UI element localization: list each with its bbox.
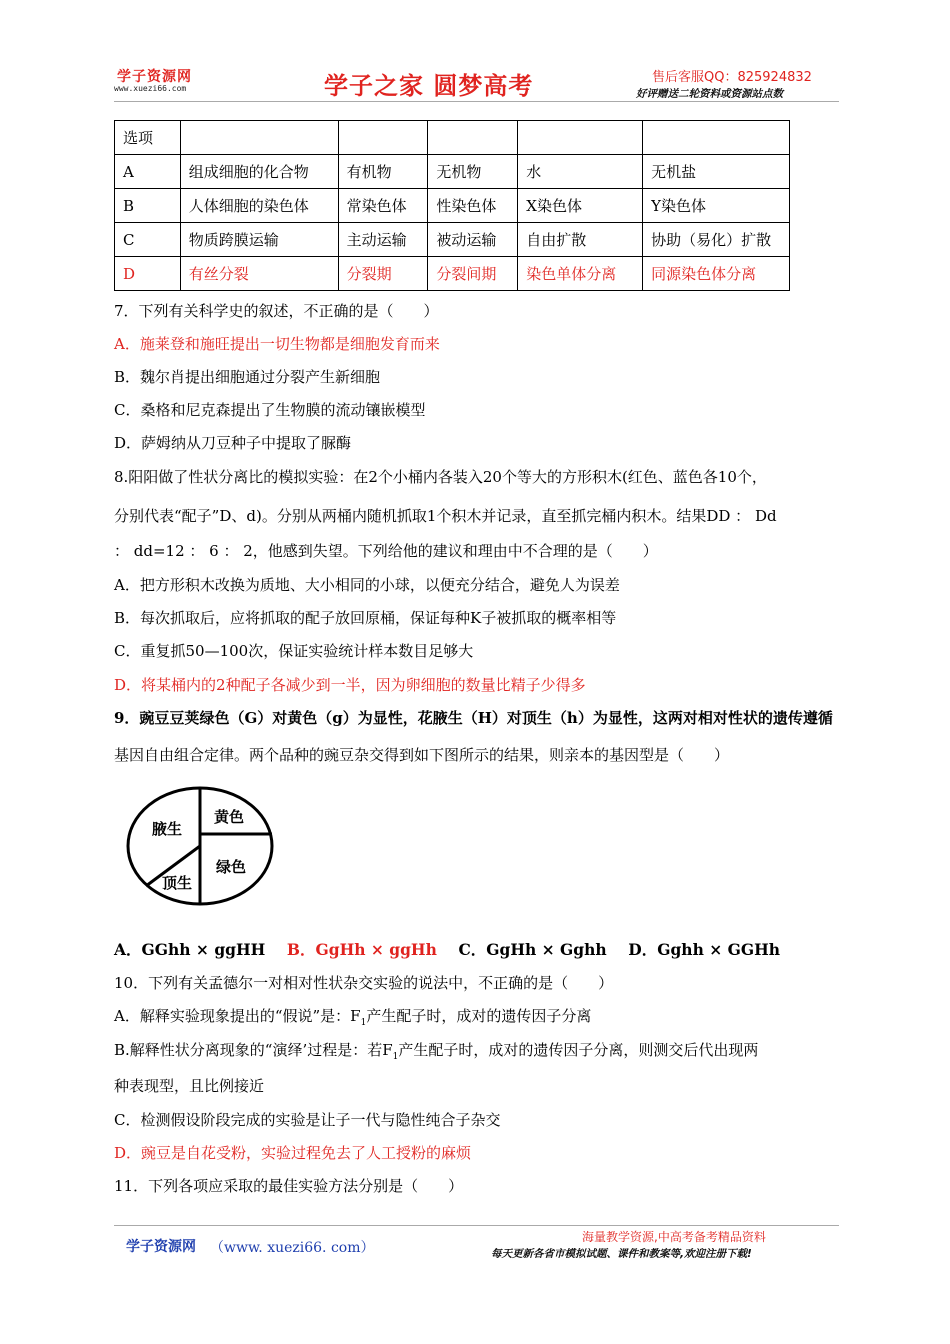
header-title: 学子之家 圆梦高考 — [324, 72, 534, 100]
footer-slogan: 每天更新各省市模拟试题、课件和教案等,欢迎注册下载! — [491, 1248, 752, 1260]
q10-option-c: C．检测假设阶段完成的实验是让子一代与隐性纯合子杂交 — [114, 1111, 501, 1129]
table-cell: D — [115, 257, 181, 291]
table-cell: 选项 — [115, 121, 181, 155]
table-cell: 染色单体分离 — [518, 257, 643, 291]
table-cell: 协助（易化）扩散 — [643, 223, 790, 257]
header-qq: 售后客服QQ：825924832 — [652, 70, 812, 85]
table-cell: 被动运输 — [428, 223, 518, 257]
pie-label-lvse: 绿色 — [216, 858, 247, 876]
footer-url: （www. xuezi66. com） — [210, 1240, 375, 1256]
q8-stem-line2: 分别代表“配子”D、d)。分别从两桶内随机抓取1个积木并记录，直至抓完桶内积木。结果DD ： Dd — [114, 507, 777, 525]
q10-option-a: A．解释实验现象提出的“假说”是：$F_1$产生配子时，成对的遗传因子分离 — [114, 1007, 592, 1028]
header-url: www.xuezi66.com — [114, 84, 187, 93]
q7-option-c: C．桑格和尼克森提出了生物膜的流动镶嵌模型 — [114, 401, 426, 419]
header-divider — [114, 101, 839, 102]
table-cell — [518, 121, 643, 155]
table-cell — [338, 121, 428, 155]
q8-option-a: A．把方形积木改换为质地、大小相同的小球，以便充分结合，避免人为误差 — [114, 576, 620, 594]
table-row-answer — [115, 257, 790, 291]
table-cell: A — [115, 155, 181, 189]
q7-option-d: D．萨姆纳从刀豆种子中提取了脲酶 — [114, 434, 352, 452]
q7-stem: 7．下列有关科学史的叙述，不正确的是（ ） — [114, 302, 439, 320]
table-cell: 常染色体 — [338, 189, 428, 223]
table-cell — [643, 121, 790, 155]
q10-option-b-line2: 种表现型，且比例接近 — [114, 1077, 265, 1095]
footer-logo: 学子资源网 — [126, 1239, 196, 1255]
q10-option-b: B.解释性状分离现象的“演绎’过程是：若$F_1$产生配子时，成对的遗传因子分离，则测交后代出现两 — [114, 1041, 759, 1062]
q10-stem: 10．下列有关孟德尔一对相对性状杂交实验的说法中，不正确的是（ ） — [114, 974, 614, 992]
q8-stem-line3: ： dd=12 ： 6 ： 2，他感到失望。下列给他的建议和理由中不合理的是（ ） — [114, 542, 658, 560]
table-cell: 组成细胞的化合物 — [180, 155, 338, 189]
q8-option-c: C．重复抓50—100次，保证实验统计样本数目足够大 — [114, 642, 474, 660]
table-row — [115, 189, 790, 223]
table-cell: 无机物 — [428, 155, 518, 189]
table-cell: 分裂间期 — [428, 257, 518, 291]
q9-option-a: A．GGhh × ggHH — [114, 940, 266, 959]
q9-stem-line1: 9．豌豆豆荚绿色（G）对黄色（g）为显性，花腋生（H）对顶生（h）为显性，这两对相对性状的遗传遵循 — [114, 709, 833, 727]
table-cell: 分裂期 — [338, 257, 428, 291]
table-cell — [428, 121, 518, 155]
table-cell: 水 — [518, 155, 643, 189]
q9-option-b: B．GgHh × ggHh — [286, 940, 437, 959]
q10-option-d: D．豌豆是自花受粉，实验过程免去了人工授粉的麻烦 — [114, 1144, 472, 1162]
table-cell: X染色体 — [518, 189, 643, 223]
q7-option-b: B．魏尔肖提出细胞通过分裂产生新细胞 — [114, 368, 381, 386]
table-cell: B — [115, 189, 181, 223]
q9-options — [114, 938, 780, 960]
q9-option-d: D．Gghh × GGHh — [628, 940, 781, 959]
table-row — [115, 223, 790, 257]
table-cell: 物质跨膜运输 — [180, 223, 338, 257]
q9-option-c: C．GgHh × Gghh — [458, 940, 607, 959]
q8-stem-line1: 8.阳阳做了性状分离比的模拟实验：在2个小桶内各装入20个等大的方形积木(红色、蓝色各10个， — [114, 468, 767, 486]
q8-option-d: D．将某桶内的2种配子各减少到一半，因为卵细胞的数量比精子少得多 — [114, 676, 586, 694]
pie-label-dingsheng: 顶生 — [162, 874, 193, 892]
table-cell: 主动运输 — [338, 223, 428, 257]
table-cell: 人体细胞的染色体 — [180, 189, 338, 223]
table-row — [115, 121, 790, 155]
table-cell: 自由扩散 — [518, 223, 643, 257]
q11-stem: 11．下列各项应采取的最佳实验方法分别是（ ） — [114, 1177, 464, 1195]
pie-diagram — [120, 782, 280, 912]
table-cell: 同源染色体分离 — [643, 257, 790, 291]
footer-tagline: 海量教学资源,中高考备考精品资料 — [582, 1230, 766, 1244]
table-cell: Y染色体 — [643, 189, 790, 223]
options-table — [114, 120, 790, 291]
table-cell: 无机盐 — [643, 155, 790, 189]
header-logo: 学子资源网 — [117, 69, 192, 85]
table-cell — [180, 121, 338, 155]
footer-divider — [114, 1225, 839, 1226]
header-slogan: 好评赠送二轮资料或资源站点数 — [636, 88, 783, 100]
table-cell: 有丝分裂 — [180, 257, 338, 291]
table-cell: 有机物 — [338, 155, 428, 189]
q9-stem-line2: 基因自由组合定律。两个品种的豌豆杂交得到如下图所示的结果，则亲本的基因型是（ ） — [114, 746, 730, 764]
table-cell: C — [115, 223, 181, 257]
q7-option-a: A．施莱登和施旺提出一切生物都是细胞发育而来 — [114, 335, 440, 353]
pie-label-huangse: 黄色 — [214, 808, 245, 826]
table-row — [115, 155, 790, 189]
q8-option-b: B．每次抓取后，应将抓取的配子放回原桶，保证每种K子被抓取的概率相等 — [114, 609, 617, 627]
table-cell: 性染色体 — [428, 189, 518, 223]
pie-label-yexing: 腋生 — [152, 820, 183, 838]
